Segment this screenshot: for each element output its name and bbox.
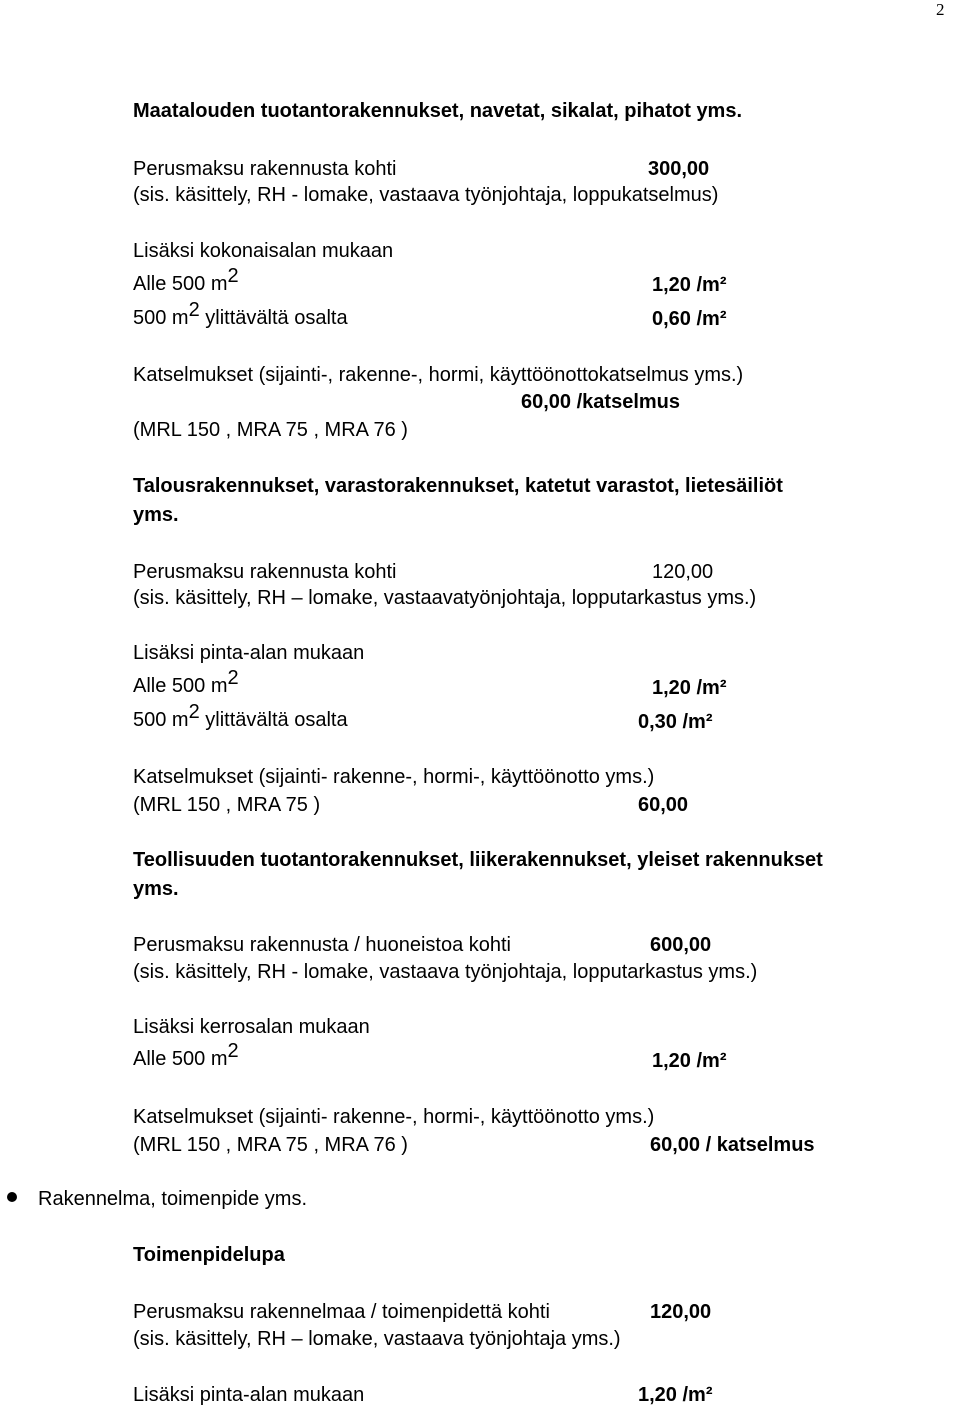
base-fee-note: (sis. käsittely, RH – lomake, vastaava työnjohtaja yms.) (133, 1328, 621, 1350)
base-fee-note: (sis. käsittely, RH – lomake, vastaavatyönjohtaja, lopputarkastus yms.) (133, 587, 757, 609)
section-heading-agricultural: Maatalouden tuotantorakennukset, navetat, sikalat, pihatot yms. (133, 100, 743, 122)
base-fee-label: Perusmaksu rakennusta kohti (133, 158, 397, 180)
base-fee-value: 120,00 (652, 561, 714, 583)
extra-fee-label: Lisäksi pinta-alan mukaan (133, 642, 365, 664)
extra-fee-label: Lisäksi pinta-alan mukaan (133, 1384, 365, 1406)
inspection-value: 60,00 / katselmus (650, 1134, 815, 1156)
inspection-label: Katselmukset (sijainti- rakenne-, hormi-, käyttöönotto yms.) (133, 766, 655, 788)
inspection-refs: (MRL 150 , MRA 75 , MRA 76 ) (133, 1134, 408, 1156)
extra-fee-value: 1,20 /m² (638, 1384, 713, 1406)
area-row-value: 1,20 /m² (652, 677, 727, 699)
section-heading-industrial-cont: yms. (133, 878, 179, 900)
area-row-label: 500 $m^2$ ylittävältä osalta (133, 299, 348, 329)
area-row-value: 1,20 /m² (652, 274, 727, 296)
base-fee-note: (sis. käsittely, RH - lomake, vastaava työnjohtaja, loppukatselmus) (133, 184, 719, 206)
bullet-icon (7, 1192, 17, 1202)
base-fee-label: Perusmaksu rakennelmaa / toimenpidettä kohti (133, 1301, 550, 1323)
area-row-value: 1,20 /m² (652, 1050, 727, 1072)
inspection-value: 60,00 (638, 794, 689, 816)
inspection-refs: (MRL 150 , MRA 75 , MRA 76 ) (133, 419, 408, 441)
section-heading-permit: Toimenpidelupa (133, 1244, 285, 1266)
base-fee-value: 120,00 (650, 1301, 712, 1323)
base-fee-note: (sis. käsittely, RH - lomake, vastaava työnjohtaja, lopputarkastus yms.) (133, 961, 758, 983)
base-fee-value: 600,00 (650, 934, 712, 956)
section-heading-outbuildings-cont: yms. (133, 504, 179, 526)
inspection-label: Katselmukset (sijainti-, rakenne-, hormi, käyttöönottokatselmus yms.) (133, 364, 744, 386)
extra-fee-label: Lisäksi kokonaisalan mukaan (133, 240, 394, 262)
section-heading-outbuildings: Talousrakennukset, varastorakennukset, katetut varastot, lietesäiliöt (133, 475, 783, 497)
extra-fee-label: Lisäksi kerrosalan mukaan (133, 1016, 370, 1038)
area-row-label: Alle 500 $m^2$ (133, 667, 239, 697)
inspection-label: Katselmukset (sijainti- rakenne-, hormi-, käyttöönotto yms.) (133, 1106, 655, 1128)
area-row-label: Alle 500 $m^2$ (133, 1040, 239, 1070)
inspection-value: 60,00 /katselmus (521, 391, 680, 413)
bullet-item-structures: Rakennelma, toimenpide yms. (38, 1188, 308, 1210)
page-number: 2 (936, 0, 945, 19)
area-row-label: 500 $m^2$ ylittävältä osalta (133, 701, 348, 731)
inspection-refs: (MRL 150 , MRA 75 ) (133, 794, 321, 816)
area-row-value: 0,60 /m² (652, 308, 727, 330)
base-fee-label: Perusmaksu rakennusta kohti (133, 561, 397, 583)
base-fee-value: 300,00 (648, 158, 710, 180)
base-fee-label: Perusmaksu rakennusta / huoneistoa kohti (133, 934, 511, 956)
area-row-value: 0,30 /m² (638, 711, 713, 733)
section-heading-industrial: Teollisuuden tuotantorakennukset, liikerakennukset, yleiset rakennukset (133, 849, 823, 871)
area-row-label: Alle 500 $m^2$ (133, 265, 239, 295)
